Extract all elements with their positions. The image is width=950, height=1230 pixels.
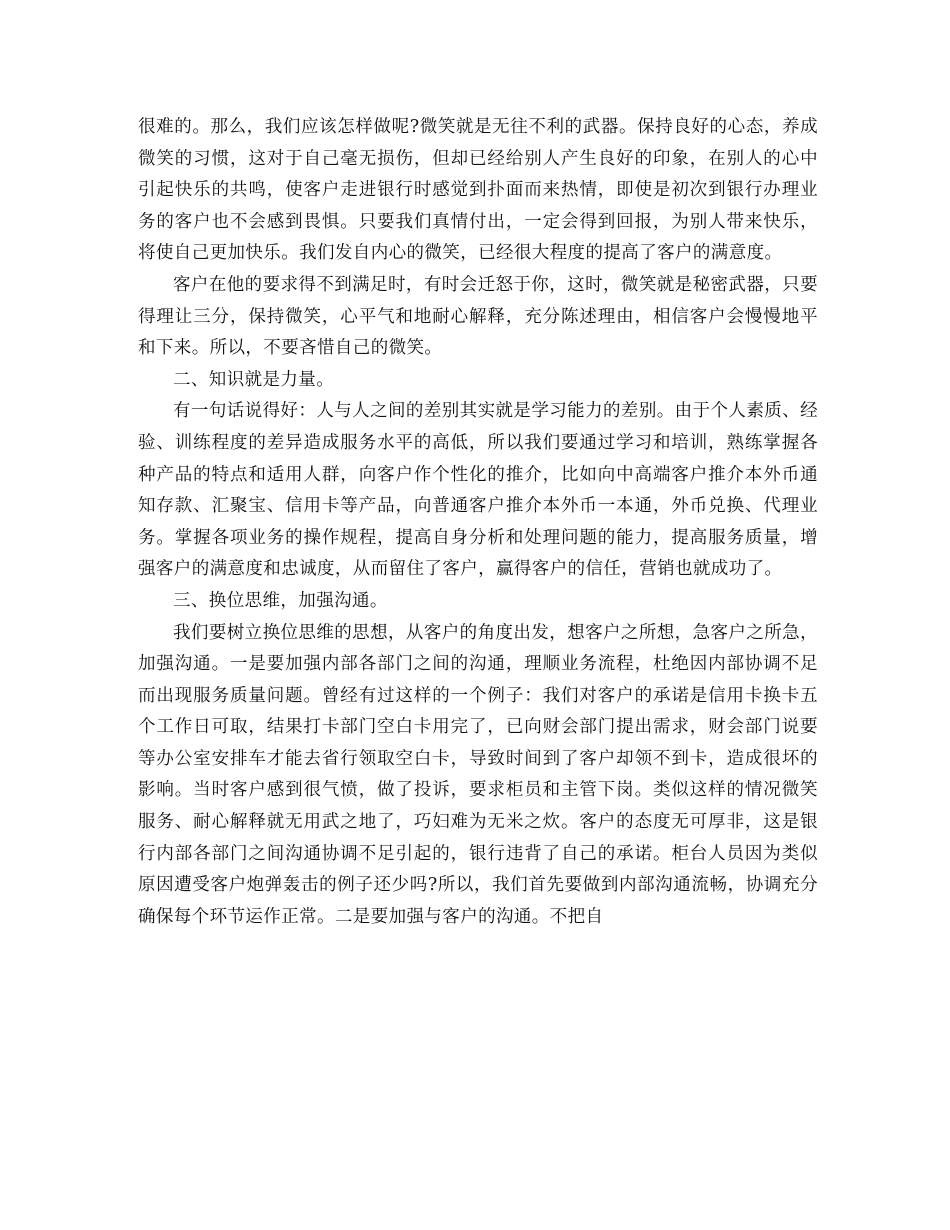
paragraph-smile-intro: 很难的。那么，我们应该怎样做呢?微笑就是无往不利的武器。保持良好的心态，养成微笑的习惯，这对于自己毫无损伤，但却已经给别人产生良好的印象，在别人的心中引起快乐的共鸣，使客户走进银行时感觉到扑面而来热情，即使是初次到银行办理业务的客户也不会感到畏惧。只要我们真情付出，一定会得到回报，为别人带来快乐，将使自己更加快乐。我们发自内心的微笑，已经很大程度的提高了客户的满意度。 xyxy=(138,117,818,264)
document-body xyxy=(138,112,818,933)
paragraph-communication: 我们要树立换位思维的思想，从客户的角度出发，想客户之所想，急客户之所急，加强沟通。一是要加强内部各部门之间的沟通，理顺业务流程，杜绝因内部协调不足而出现服务质量问题。曾经有过这样的一个例子：我们对客户的承诺是信用卡换卡五个工作日可取，结果打卡部门空白卡用完了，已向财会部门提出需求，财会部门说要等办公室安排车才能去省行领取空白卡，导致时间到了客户却领不到卡，造成很坏的影响。当时客户感到很气愤，做了投诉，要求柜员和主管下岗。类似这样的情况微笑服务、耐心解释就无用武之地了，巧妇难为无米之炊。客户的态度无可厚非，这是银行内部各部门之间沟通协调不足引起的，银行违背了自己的承诺。柜台人员因为类似原因遭受客户炮弹轰击的例子还少吗?所以，我们首先要做到内部沟通流畅，协调充分确保每个环节运作正常。二是要加强与客户的沟通。不把自 xyxy=(138,622,818,927)
section-heading-communication: 三、换位思维，加强沟通。 xyxy=(173,590,388,611)
section-heading-knowledge: 二、知识就是力量。 xyxy=(173,369,335,390)
paragraph-knowledge: 有一句话说得好：人与人之间的差别其实就是学习能力的差别。由于个人素质、经验、训练程度的差异造成服务水平的高低，所以我们要通过学习和培训，熟练掌握各种产品的特点和适用人群，向客户作个性化的推介，比如向中高端客户推介本外币通知存款、汇聚宝、信用卡等产品，向普通客户推介本外币一本通，外币兑换、代理业务。掌握各项业务的操作规程，提高自身分析和处理问题的能力，提高服务质量，增强客户的满意度和忠诚度，从而留住了客户，赢得客户的信任，营销也就成功了。 xyxy=(138,401,818,580)
paragraph-smile-secret-weapon: 客户在他的要求得不到满足时，有时会迁怒于你，这时，微笑就是秘密武器，只要得理让三分，保持微笑，心平气和地耐心解释，充分陈述理由，相信客户会慢慢地平和下来。所以，不要吝惜自己的微笑。 xyxy=(138,274,818,359)
